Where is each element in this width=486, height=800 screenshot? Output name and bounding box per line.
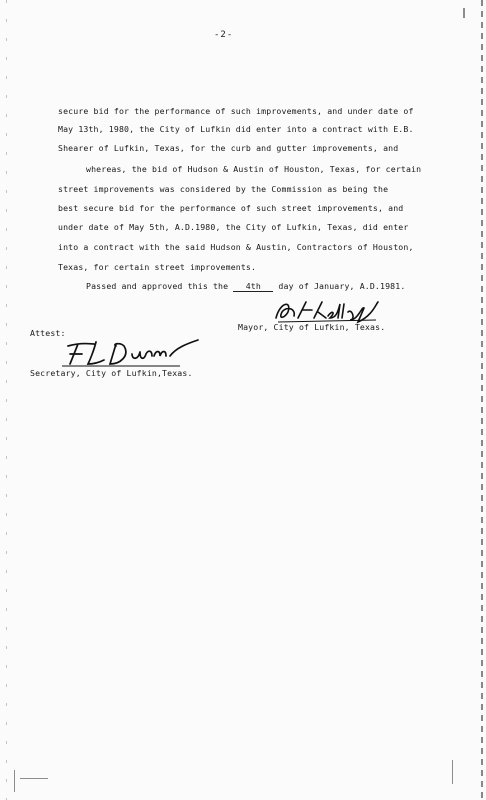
body-line-3: Shearer of Lufkin, Texas, for the curb and gutter improvements, and [58,143,399,153]
scan-edge-right [481,0,483,800]
body-line-6: best secure bid for the performance of such street improvements, and [58,203,404,213]
body-line-7: under date of May 5th, A.D.1980, the City of Lufkin, Texas, did enter [58,222,409,232]
mayor-signature [272,298,382,324]
body-line-2: May 13th, 1980, the City of Lufkin did enter into a contract with E.B. [58,124,414,134]
scan-edge-left [6,0,7,800]
scan-mark [452,760,453,784]
body-line-9: Texas, for certain street improvements. [58,262,257,272]
passed-suffix: day of January, A.D.1981. [278,281,406,291]
mayor-title: Mayor, City of Lufkin, Texas. [238,322,386,332]
scan-mark [14,770,15,792]
secretary-signature [60,336,210,368]
body-line-8: into a contract with the said Hudson & Austin, Contractors of Houston, [58,242,414,252]
attest-label: Attest: [30,328,66,338]
secretary-title: Secretary, City of Lufkin,Texas. [30,368,193,378]
body-line-5: street improvements was considered by the Commission as being the [58,184,389,194]
body-line-4: whereas, the bid of Hudson & Austin of Houston, Texas, for certain [86,164,422,174]
scan-mark [20,778,48,779]
page-number: -2- [214,30,234,40]
body-line-1: secure bid for the performance of such improvements, and under date of [58,106,414,116]
passed-prefix: Passed and approved this the [86,281,229,291]
scan-mark [463,8,465,18]
passed-day: 4th [233,281,273,292]
passed-approved-line [86,281,405,292]
